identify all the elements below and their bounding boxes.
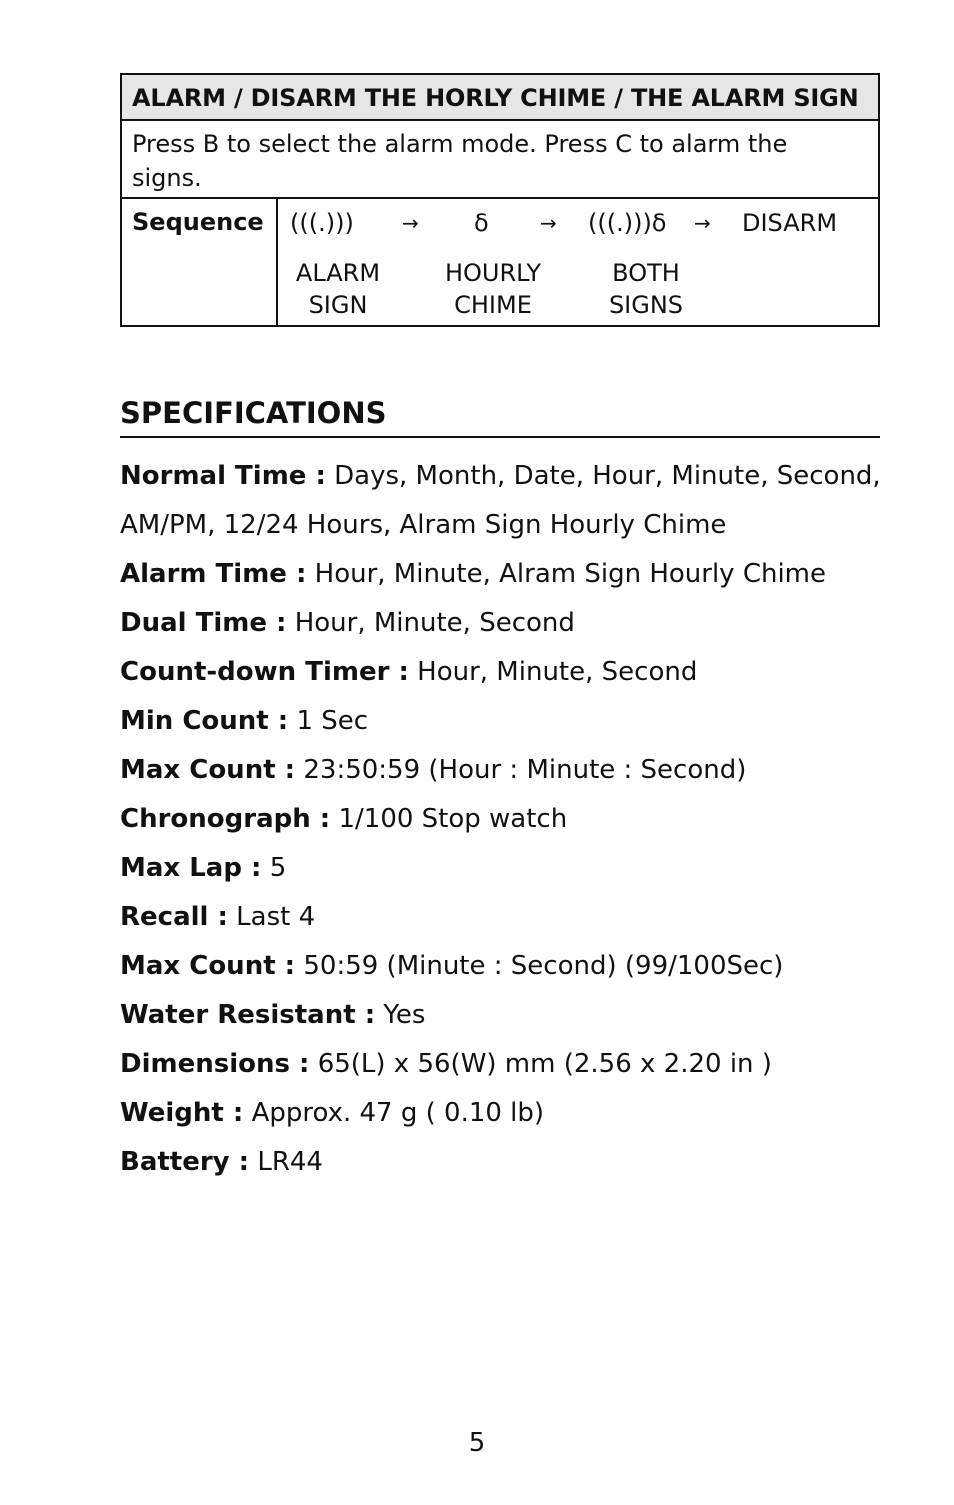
spec-label: Weight :	[120, 1098, 244, 1128]
alarm-description-line: signs.	[132, 164, 202, 192]
spec-item	[120, 1040, 900, 1089]
page-number: 5	[468, 1428, 486, 1458]
spec-item	[120, 550, 900, 599]
spec-label: Dual Time :	[120, 608, 287, 638]
spec-label: Battery :	[120, 1147, 250, 1177]
hourly-chime-symbol: δ	[474, 209, 489, 237]
spec-item	[120, 1089, 900, 1138]
spec-item	[120, 795, 900, 844]
spec-label: Count-down Timer :	[120, 657, 409, 687]
spec-label: Max Count :	[120, 951, 296, 981]
caption-line: SIGN	[308, 291, 368, 319]
sequence-arrow: →	[694, 211, 711, 235]
spec-label: Recall :	[120, 902, 228, 932]
spec-item	[120, 844, 900, 893]
both-signs-caption	[596, 257, 696, 321]
spec-item	[120, 599, 900, 648]
caption-line: SIGNS	[608, 291, 684, 319]
spec-item	[120, 942, 900, 991]
spec-value: 5	[269, 853, 287, 883]
both-signs-symbol: (((.)))δ	[588, 209, 667, 237]
spec-value: LR44	[257, 1147, 323, 1177]
specifications-heading: SPECIFICATIONS	[120, 393, 880, 438]
alarm-description-line: Press B to select the alarm mode. Press C to alarm the	[132, 130, 788, 158]
alarm-table-description	[122, 121, 878, 199]
spec-value: 23:50:59 (Hour : Minute : Second)	[303, 755, 747, 785]
spec-item	[120, 746, 900, 795]
caption-line: ALARM	[295, 259, 381, 287]
spec-item	[120, 893, 900, 942]
sequence-arrow: →	[540, 211, 557, 235]
disarm-label: DISARM	[742, 209, 838, 237]
sequence-cell	[278, 199, 878, 325]
spec-value: 1/100 Stop watch	[338, 804, 568, 834]
sequence-label: Sequence	[122, 199, 278, 325]
caption-line: BOTH	[612, 259, 680, 287]
spec-value: Last 4	[236, 902, 316, 932]
spec-value: Approx. 47 g ( 0.10 lb)	[251, 1098, 545, 1128]
spec-item	[120, 697, 900, 746]
spec-value: Hour, Minute, Second	[417, 657, 698, 687]
spec-label: Alarm Time :	[120, 559, 307, 589]
spec-label: Max Count :	[120, 755, 296, 785]
spec-value: Hour, Minute, Alram Sign Hourly Chime	[314, 559, 827, 589]
spec-value: Days, Month, Date, Hour, Minute, Second,	[334, 461, 881, 491]
sequence-row	[122, 199, 878, 325]
caption-line: HOURLY	[444, 259, 542, 287]
spec-value: 50:59 (Minute : Second) (99/100Sec)	[303, 951, 784, 981]
alarm-sign-caption	[288, 257, 388, 321]
spec-item	[120, 452, 900, 501]
spec-value: 1 Sec	[296, 706, 369, 736]
spec-item-continuation: AM/PM, 12/24 Hours, Alram Sign Hourly Chime	[120, 510, 727, 540]
alarm-instructions-table	[120, 73, 880, 327]
spec-label: Normal Time :	[120, 461, 326, 491]
spec-value: 65(L) x 56(W) mm (2.56 x 2.20 in )	[317, 1049, 772, 1079]
spec-item	[120, 1138, 900, 1187]
sequence-arrow: →	[402, 211, 419, 235]
caption-line: CHIME	[454, 291, 532, 319]
spec-item	[120, 991, 900, 1040]
spec-item	[120, 648, 900, 697]
hourly-chime-caption	[428, 257, 558, 321]
spec-label: Dimensions :	[120, 1049, 310, 1079]
spec-label: Min Count :	[120, 706, 289, 736]
specifications-list	[120, 452, 900, 1187]
alarm-table-header: ALARM / DISARM THE HORLY CHIME / THE ALARM SIGN	[122, 75, 878, 121]
alarm-sign-symbol: (((.)))	[290, 209, 354, 237]
spec-label: Chronograph :	[120, 804, 331, 834]
spec-label: Water Resistant :	[120, 1000, 376, 1030]
spec-label: Max Lap :	[120, 853, 262, 883]
spec-value: Hour, Minute, Second	[294, 608, 575, 638]
spec-value: Yes	[383, 1000, 426, 1030]
